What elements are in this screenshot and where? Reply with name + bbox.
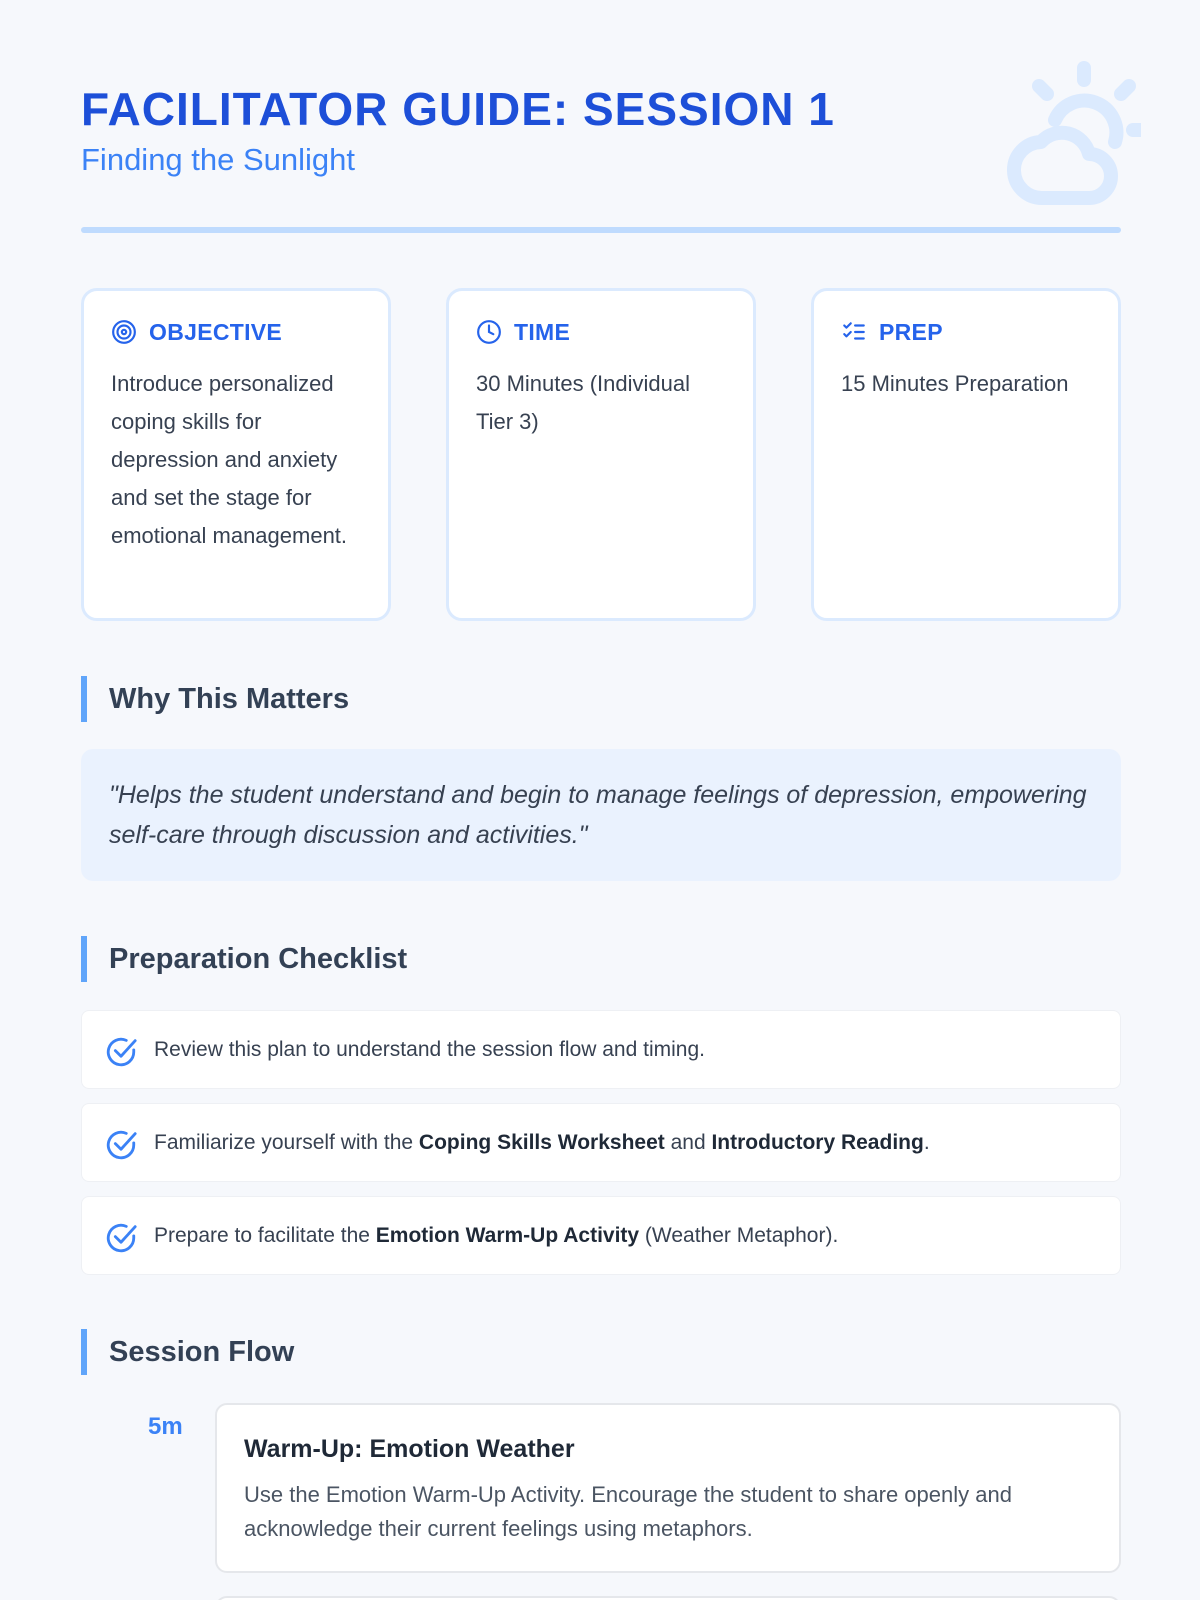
checklist-item <box>81 1196 1121 1275</box>
section-heading-flow: Session Flow <box>81 1329 1121 1375</box>
objective-card <box>81 288 391 621</box>
info-cards <box>81 288 1121 621</box>
checklist-item-segment: Prepare to facilitate the <box>154 1223 376 1247</box>
checklist-item-segment: and <box>664 1130 712 1154</box>
list-check-icon <box>841 319 867 345</box>
section-heading-checklist: Preparation Checklist <box>81 936 1121 982</box>
checklist-item-highlight: Introductory Reading <box>711 1130 924 1154</box>
checklist-item-text <box>154 1038 705 1062</box>
section-heading-why: Why This Matters <box>81 676 1121 722</box>
check-circle-icon <box>104 1221 138 1255</box>
flow-step-card-next <box>215 1596 1121 1600</box>
checklist-item-text <box>154 1131 930 1155</box>
check-circle-icon <box>104 1035 138 1069</box>
clock-icon <box>476 319 502 345</box>
flow-step-desc: Use the Emotion Warm-Up Activity. Encourage the student to share openly and acknowledge their current feelings using metaphors. <box>244 1482 1012 1541</box>
why-quote: "Helps the student understand and begin to manage feelings of depression, empowering self-care through discussion and activities." <box>109 781 1087 849</box>
facilitator-guide-page <box>81 0 1121 1541</box>
card-text: 30 Minutes (Individual Tier 3) <box>476 371 691 434</box>
target-icon <box>111 319 137 345</box>
checklist-item-text <box>154 1224 838 1248</box>
header-divider <box>81 227 1121 233</box>
check-circle-icon <box>104 1128 138 1162</box>
time-card <box>446 288 756 621</box>
sun-cloud-icon <box>991 58 1141 208</box>
card-text: Introduce personalized coping skills for depression and anxiety and set the stage for emotional management. <box>111 371 348 548</box>
page-subtitle: Finding the Sunlight <box>81 142 356 177</box>
checklist-item-segment: . <box>923 1130 930 1154</box>
card-title: TIME <box>514 318 571 345</box>
why-quote-box <box>81 749 1121 881</box>
checklist-item <box>81 1010 1121 1089</box>
flow-step-card <box>215 1403 1121 1573</box>
card-title: PREP <box>879 318 943 345</box>
checklist-item-highlight: Emotion Warm-Up Activity <box>375 1223 640 1247</box>
checklist-item-segment: (Weather Metaphor). <box>639 1223 839 1247</box>
checklist-item-segment: Review this plan to understand the session flow and timing. <box>154 1037 705 1061</box>
prep-card <box>811 288 1121 621</box>
card-title: OBJECTIVE <box>149 318 283 345</box>
card-text: 15 Minutes Preparation <box>841 371 1069 396</box>
page-header <box>81 0 1121 236</box>
page-title: FACILITATOR GUIDE: SESSION 1 <box>81 83 835 135</box>
flow-step-time: 5m <box>148 1413 183 1440</box>
flow-step-title: Warm-Up: Emotion Weather <box>244 1435 575 1463</box>
checklist-item <box>81 1103 1121 1182</box>
checklist-item-highlight: Coping Skills Worksheet <box>418 1130 665 1154</box>
checklist-item-segment: Familiarize yourself with the <box>154 1130 419 1154</box>
